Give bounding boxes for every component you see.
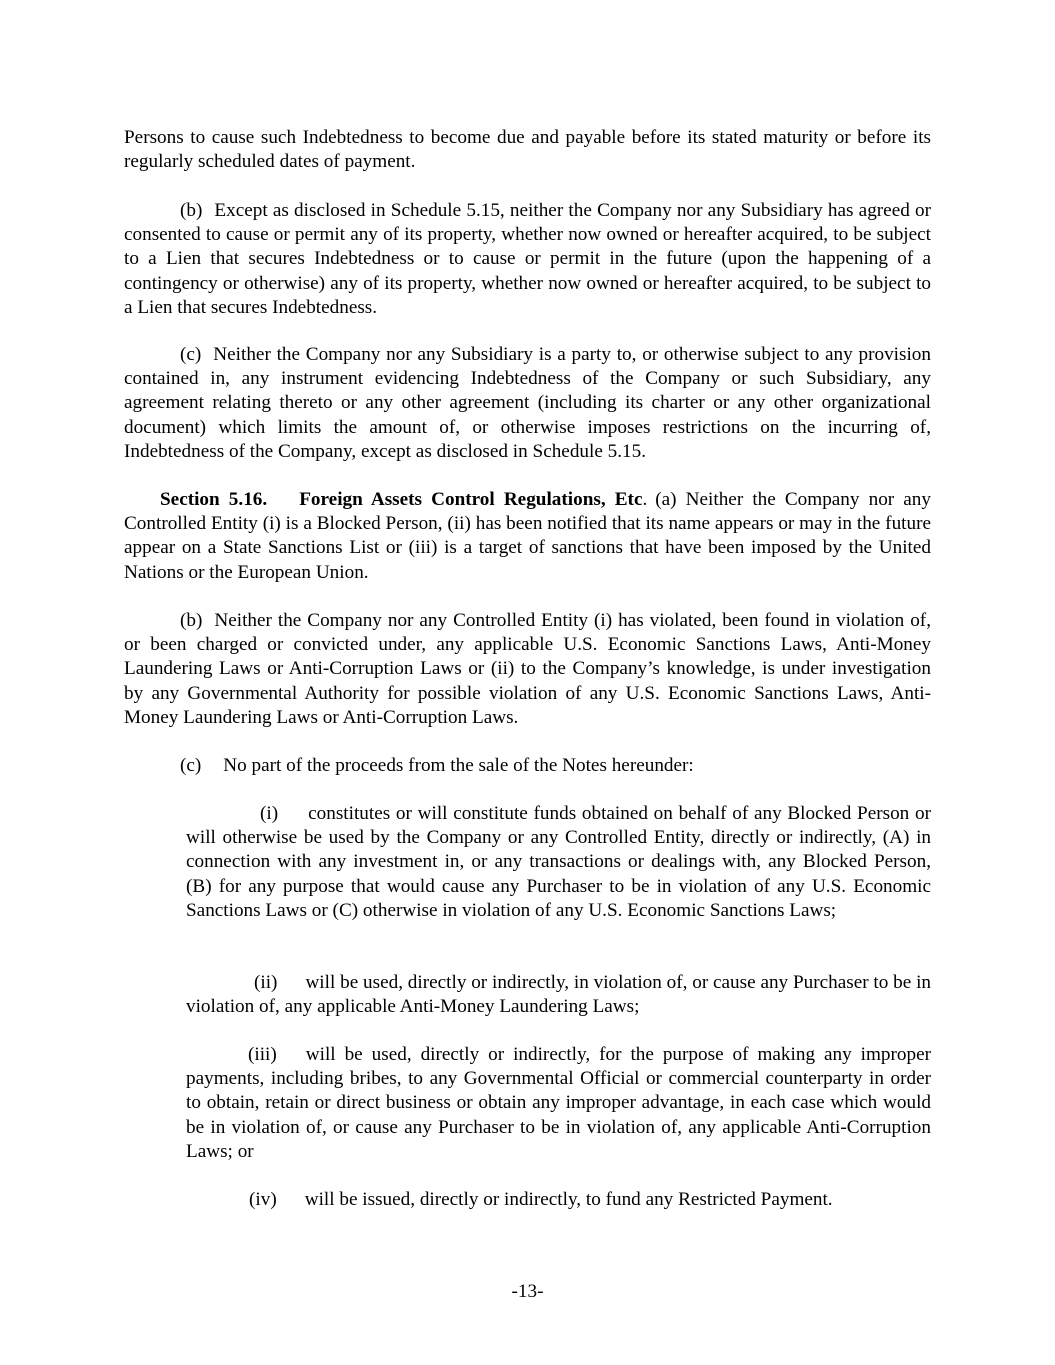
clause-i (186, 802, 931, 923)
page-number: -13- (511, 1281, 544, 1302)
section-5-16-b (124, 609, 931, 730)
section-5-16-b-label: (b) (180, 610, 203, 631)
clause-iii-label: (iii) (248, 1044, 277, 1065)
section-5-16-number: Section 5.16. (160, 489, 268, 510)
paragraph-b-text: Except as disclosed in Schedule 5.15, neither the Company nor any Subsidiary has agreed or consented to cause or permit any of its property, whether now owned or hereafter acquired, to be subject to a Lien that secures Indebtedness or to cause or permit in the future (upon the happening of a contingency or otherwise) any of its property, whether now owned or hereafter acquired, to be subject to a Lien that secures Indebtedness. (124, 200, 931, 318)
paragraph-b (124, 199, 931, 320)
clause-ii-text: will be used, directly or indirectly, in violation of, or cause any Purchaser to be in violation of, any applicable Anti-Money Laundering Laws; (186, 972, 931, 1018)
paragraph-b-label: (b) (180, 200, 203, 221)
clause-i-text: constitutes or will constitute funds obtained on behalf of any Blocked Person or will otherwise be used by the Company or any Controlled Entity, directly or indirectly, (A) in connection with any investment in, or any transactions or dealings with, any Blocked Person, (B) for any purpose that would cause any Purchaser to be in violation of any U.S. Economic Sanctions Laws or (C) otherwise in violation of any U.S. Economic Sanctions Laws; (186, 803, 931, 921)
clause-ii (186, 971, 931, 1019)
section-5-16-c-text: No part of the proceeds from the sale of the Notes hereunder: (223, 755, 694, 776)
clause-iii (186, 1043, 931, 1164)
paragraph-c-text: Neither the Company nor any Subsidiary is a party to, or otherwise subject to any provision contained in, any instrument evidencing Indebtedness of the Company or such Subsidiary, any agreement relating thereto or any other agreement (including its charter or any other organizational document) which limits the amount of, or otherwise imposes restrictions on the incurring of, Indebtedness of the Company, except as disclosed in Schedule 5.15. (124, 344, 931, 462)
clause-iii-text: will be used, directly or indirectly, for the purpose of making any improper payments, including bribes, to any Governmental Official or commercial counterparty in order to obtain, retain or direct business or obtain any improper advantage, in each case which would be in violation of, or cause any Purchaser to be in violation of, any applicable Anti-Corruption Laws; or (186, 1044, 931, 1162)
section-5-16-period: . (642, 489, 648, 510)
section-5-16-c-label: (c) (180, 755, 202, 776)
section-5-16-title: Foreign Assets Control Regulations, Etc (299, 489, 643, 510)
paragraph-c-label: (c) (180, 344, 202, 365)
paragraph-intro: Persons to cause such Indebtedness to become due and payable before its stated maturity or before its regularly scheduled dates of payment. (124, 127, 931, 173)
clause-iv (186, 1188, 931, 1212)
clause-iv-text: will be issued, directly or indirectly, to fund any Restricted Payment. (304, 1189, 833, 1210)
section-5-16-a-text: (a) Neither the Company nor any Controlled Entity (i) is a Blocked Person, (ii) has been notified that its name appears or may in the future appear on a State Sanctions List or (iii) is a target of sanctions that have been imposed by the United Nations or the European Union. (124, 489, 931, 583)
paragraph-c (124, 343, 931, 464)
clause-i-label: (i) (260, 803, 279, 824)
clause-iv-label: (iv) (249, 1189, 277, 1210)
section-5-16-b-text: Neither the Company nor any Controlled Entity (i) has violated, been found in violation of, or been charged or convicted under, any applicable U.S. Economic Sanctions Laws, Anti-Money Laundering Laws or Anti-Corruption Laws or (ii) to the Company’s knowledge, is under investigation by any Governmental Authority for possible violation of any U.S. Economic Sanctions Laws, Anti-Money Laundering Laws or Anti-Corruption Laws. (124, 610, 931, 728)
clause-ii-label: (ii) (254, 972, 278, 993)
section-5-16 (124, 488, 931, 585)
section-5-16-c (124, 754, 931, 778)
